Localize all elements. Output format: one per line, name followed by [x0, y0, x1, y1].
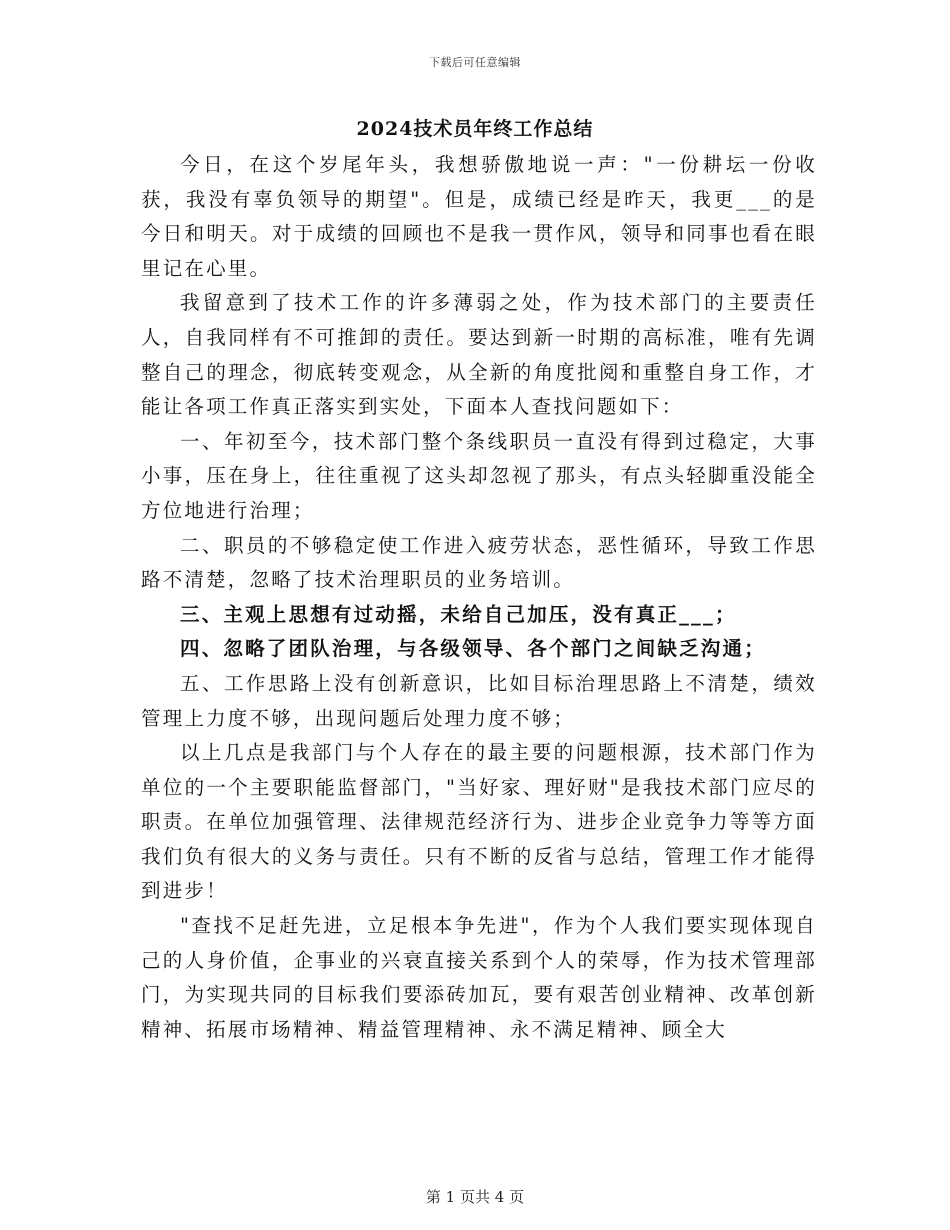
paragraph-issue-2: 二、职员的不够稳定使工作进入疲劳状态，恶性循环，导致工作思路不清楚，忽略了技术治理职员的业务培训。: [141, 533, 817, 592]
document-title: 2024技术员年终工作总结: [356, 118, 594, 140]
paragraph-summary: 以上几点是我部门与个人存在的最主要的问题根源，技术部门作为单位的一个主要职能监督部门，"当好家、理好财"是我技术部门应尽的职责。在单位加强管理、法律规范经济行为、进步企业竞争力等等方面我们负有很大的义务与责任。只有不断的反省与总结，管理工作才能得到进步！: [141, 741, 817, 903]
paragraph-issue-3: 三、主观上思想有过动摇，未给自己加压，没有真正___；: [180, 602, 737, 626]
paragraph-intro: 今日，在这个岁尾年头，我想骄傲地说一声："一份耕坛一份收获，我没有辜负领导的期望"。但是，成绩已经是昨天，我更___的是今日和明天。对于成绩的回顾也不是我一贯作风，领导和同事也看在眼里记在心里。: [141, 153, 817, 280]
page-number: 第 1 页共 4 页: [425, 1188, 525, 1206]
paragraph-issue-4: 四、忽略了团队治理，与各级领导、各个部门之间缺乏沟通；: [180, 637, 766, 661]
header-note: 下载后可任意编辑: [429, 56, 521, 69]
paragraph-goals: "查找不足赶先进，立足根本争先进"，作为个人我们要实现体现自己的人身价值，企事业的兴衰直接关系到个人的荣辱，作为技术管理部门，为实现共同的目标我们要添砖加瓦，要有艰苦创业精神、改革创新精神、拓展市场精神、精益管理精神、永不满足精神、顾全大: [141, 914, 817, 1041]
paragraph-reflection: 我留意到了技术工作的许多薄弱之处，作为技术部门的主要责任人，自我同样有不可推卸的责任。要达到新一时期的高标准，唯有先调整自己的理念，彻底转变观念，从全新的角度批阅和重整自身工作，才能让各项工作真正落实到实处，下面本人查找问题如下：: [141, 291, 817, 419]
paragraph-issue-1: 一、年初至今，技术部门整个条线职员一直没有得到过稳定，大事小事，压在身上，往往重视了这头却忽视了那头，有点头轻脚重没能全方位地进行治理；: [141, 429, 817, 522]
document-body: [141, 148, 817, 1047]
paragraph-issue-5: 五、工作思路上没有创新意识，比如目标治理思路上不清楚，绩效管理上力度不够，出现问题后处理力度不够；: [141, 671, 817, 730]
